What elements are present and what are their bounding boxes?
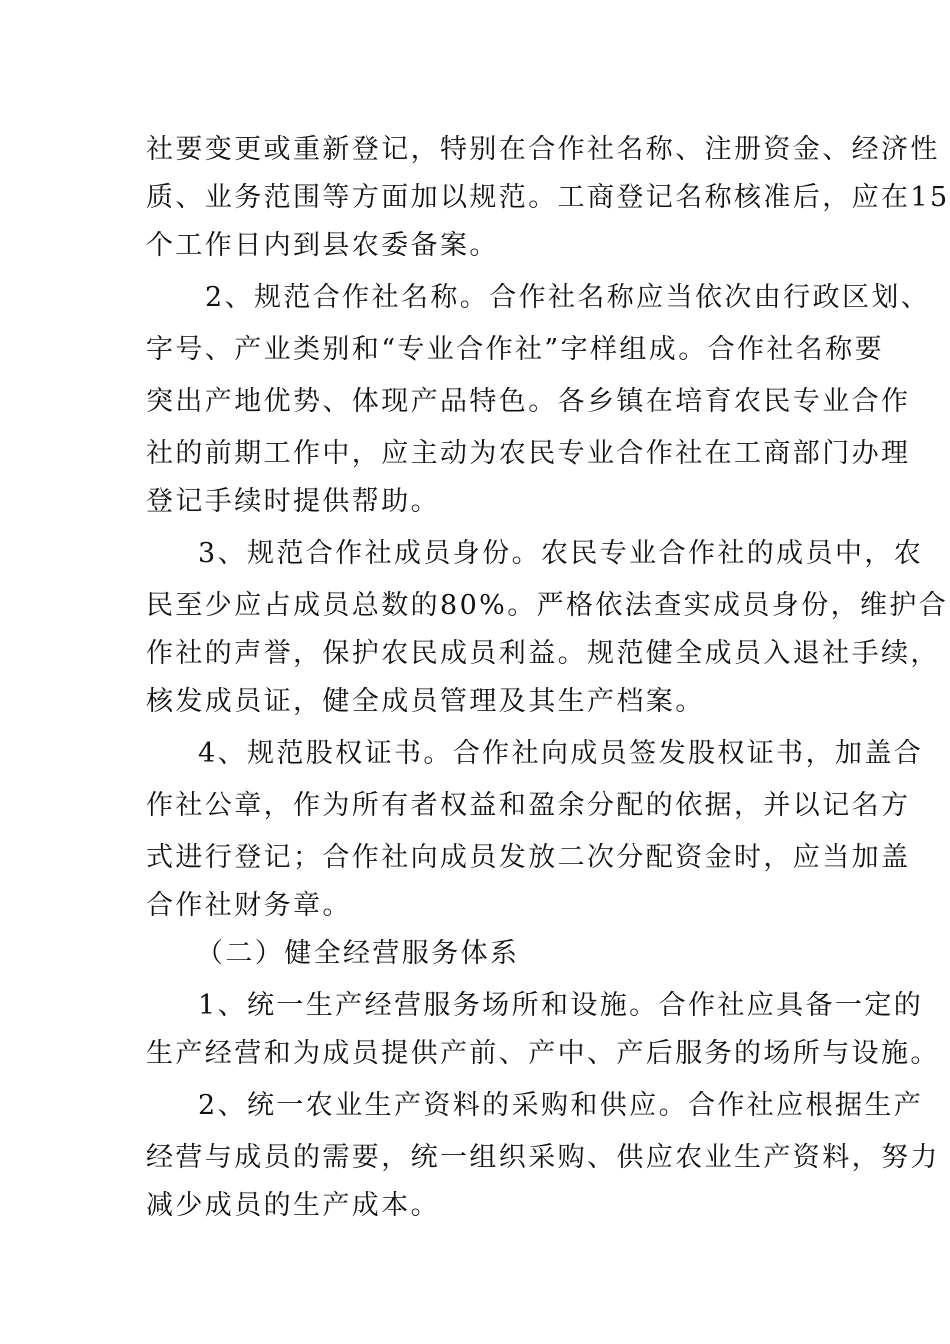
text-line: 3、规范合作社成员身份。农民专业合作社的成员中，农 — [198, 538, 924, 569]
text-line: 2、规范合作社名称。合作社名称应当依次由行政区划、 — [205, 282, 931, 313]
text-line: 合作社财务章。 — [146, 890, 352, 921]
text-line: 1、统一生产经营服务场所和设施。合作社应具备一定的 — [198, 990, 924, 1021]
text-line: 2、统一农业生产资料的采购和供应。合作社应根据生产 — [198, 1090, 924, 1121]
text-line: 4、规范股权证书。合作社向成员签发股权证书，加盖合 — [198, 738, 924, 769]
text-line: 字号、产业类别和“专业合作社”字样组成。合作社名称要 — [146, 334, 885, 365]
text-line: 质、业务范围等方面加以规范。工商登记名称核准后，应在15 — [146, 182, 950, 213]
text-line: 生产经营和为成员提供产前、产中、产后服务的场所与设施。 — [146, 1038, 940, 1069]
text-line: 式进行登记；合作社向成员发放二次分配资金时，应当加盖 — [146, 842, 911, 873]
text-line: 突出产地优势、体现产品特色。各乡镇在培育农民专业合作 — [146, 386, 911, 417]
section-heading: （二）健全经营服务体系 — [196, 938, 520, 969]
text-line: 作社公章，作为所有者权益和盈余分配的依据，并以记名方 — [146, 790, 911, 821]
text-line: 登记手续时提供帮助。 — [146, 486, 440, 517]
text-line: 作社的声誉，保护农民成员利益。规范健全成员入退社手续， — [146, 638, 940, 669]
text-line: 经营与成员的需要，统一组织采购、供应农业生产资料，努力 — [146, 1142, 940, 1173]
text-line: 核发成员证，健全成员管理及其生产档案。 — [146, 686, 705, 717]
text-line: 民至少应占成员总数的80%。严格依法查实成员身份，维护合 — [146, 590, 949, 621]
text-line: 个工作日内到县农委备案。 — [146, 230, 499, 261]
text-line: 社的前期工作中，应主动为农民专业合作社在工商部门办理 — [146, 438, 911, 469]
text-line: 社要变更或重新登记，特别在合作社名称、注册资金、经济性 — [146, 134, 940, 165]
text-line: 减少成员的生产成本。 — [146, 1190, 440, 1221]
